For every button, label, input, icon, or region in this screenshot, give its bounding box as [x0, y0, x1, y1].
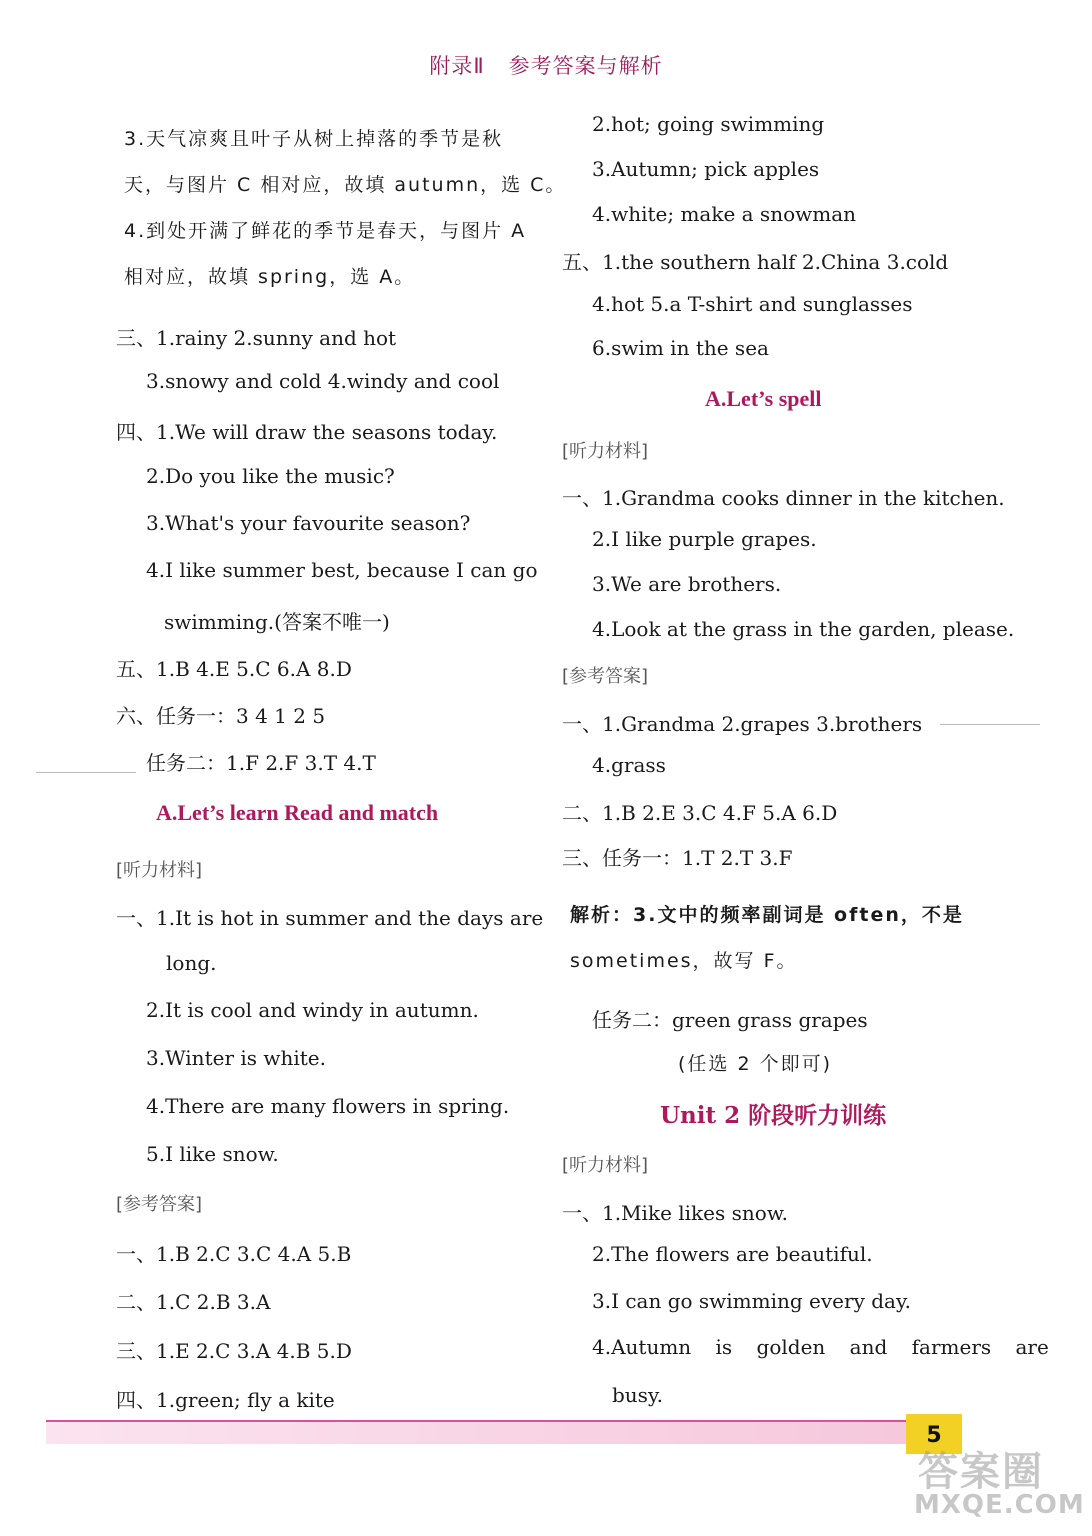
text-line: 4.Look at the grass in the garden, please.: [592, 617, 1015, 641]
text-line: 天，与图片 C 相对应，故填 autumn，选 C。: [124, 174, 567, 196]
text-line: 2.Do you like the music?: [146, 464, 395, 488]
text-line: 三、1.E 2.C 3.A 4.B 5.D: [116, 1339, 352, 1363]
text-line: 四、1.green; fly a kite: [116, 1388, 335, 1412]
section-tag: [听力材料]: [562, 1155, 649, 1176]
text-line: 五、1.B 4.E 5.C 6.A 8.D: [116, 657, 352, 681]
text-line: 3.天气凉爽且叶子从树上掉落的季节是秋: [124, 128, 504, 150]
text-line: 4.到处开满了鲜花的季节是春天，与图片 A: [124, 220, 527, 242]
text-line: 4.There are many flowers in spring.: [146, 1094, 510, 1118]
text-line: 四、1.We will draw the seasons today.: [116, 420, 498, 444]
text-line: 三、1.rainy 2.sunny and hot: [116, 326, 397, 350]
section-title: Unit 2 阶段听力训练: [660, 1102, 887, 1129]
appendix-label: 附录Ⅱ: [429, 54, 485, 78]
text-line: 3.Autumn; pick apples: [592, 157, 820, 181]
text-line: 3.What's your favourite season?: [146, 511, 471, 535]
text-line: 三、任务一：1.T 2.T 3.F: [562, 846, 793, 870]
text-line: 4.Autumn is golden and farmers are: [592, 1335, 1049, 1359]
divider: [940, 724, 1040, 725]
section-tag: [听力材料]: [562, 441, 649, 462]
watermark-logo: [910, 1440, 1085, 1530]
text-line: 一、1.It is hot in summer and the days are: [116, 906, 544, 930]
text-line: 2.I like purple grapes.: [592, 527, 817, 551]
header-title: 参考答案与解析: [508, 54, 663, 78]
text-line: 5.I like snow.: [146, 1142, 279, 1166]
text-line: 3.We are brothers.: [592, 572, 782, 596]
text-line: 一、1.B 2.C 3.C 4.A 5.B: [116, 1242, 352, 1266]
page-number: 5: [906, 1414, 962, 1454]
divider: [36, 772, 136, 773]
text-line: 任务二：green grass grapes: [592, 1008, 868, 1032]
text-line: 4.grass: [592, 753, 666, 777]
section-title: A.Let’s spell: [705, 386, 822, 411]
text-line: 2.The flowers are beautiful.: [592, 1242, 873, 1266]
text-line: 2.hot; going swimming: [592, 112, 825, 136]
text-line: 解析：3.文中的频率副词是 often，不是: [570, 904, 964, 926]
watermark-url: MXQE.COM: [914, 1490, 1085, 1520]
text-line: 4.I like summer best, because I can go: [146, 558, 538, 582]
section-tag: [参考答案]: [562, 666, 649, 687]
text-line: 6.swim in the sea: [592, 336, 769, 360]
text-line: 一、1.Grandma cooks dinner in the kitchen.: [562, 486, 1005, 510]
text-line: 二、1.B 2.E 3.C 4.F 5.A 6.D: [562, 801, 838, 825]
text-line: 二、1.C 2.B 3.A: [116, 1290, 271, 1314]
watermark-text: 答案圈: [918, 1449, 1044, 1495]
text-line: 3.I can go swimming every day.: [592, 1289, 911, 1313]
text-line: swimming.(答案不唯一): [164, 610, 390, 634]
text-line: (任选 2 个即可): [678, 1053, 832, 1075]
section-tag: [参考答案]: [116, 1194, 203, 1215]
text-line: 一、1.Mike likes snow.: [562, 1201, 788, 1225]
text-line: 4.hot 5.a T-shirt and sunglasses: [592, 292, 913, 316]
text-line: 3.Winter is white.: [146, 1046, 326, 1070]
text-line: busy.: [612, 1383, 663, 1407]
text-line: 任务二：1.F 2.F 3.T 4.T: [146, 751, 376, 775]
text-line: 五、1.the southern half 2.China 3.cold: [562, 250, 949, 274]
text-line: sometimes，故写 F。: [570, 950, 798, 972]
text-line: 2.It is cool and windy in autumn.: [146, 998, 479, 1022]
page-header: [0, 50, 1092, 80]
text-line: 六、任务一：3 4 1 2 5: [116, 704, 326, 728]
text-line: 相对应，故填 spring，选 A。: [124, 266, 416, 288]
text-line: 4.white; make a snowman: [592, 202, 857, 226]
footer-band: [46, 1420, 906, 1444]
text-line: 一、1.Grandma 2.grapes 3.brothers: [562, 712, 923, 736]
section-tag: [听力材料]: [116, 860, 203, 881]
text-line: long.: [166, 951, 217, 975]
section-title: A.Let’s learn Read and match: [156, 800, 439, 825]
text-line: 3.snowy and cold 4.windy and cool: [146, 369, 500, 393]
